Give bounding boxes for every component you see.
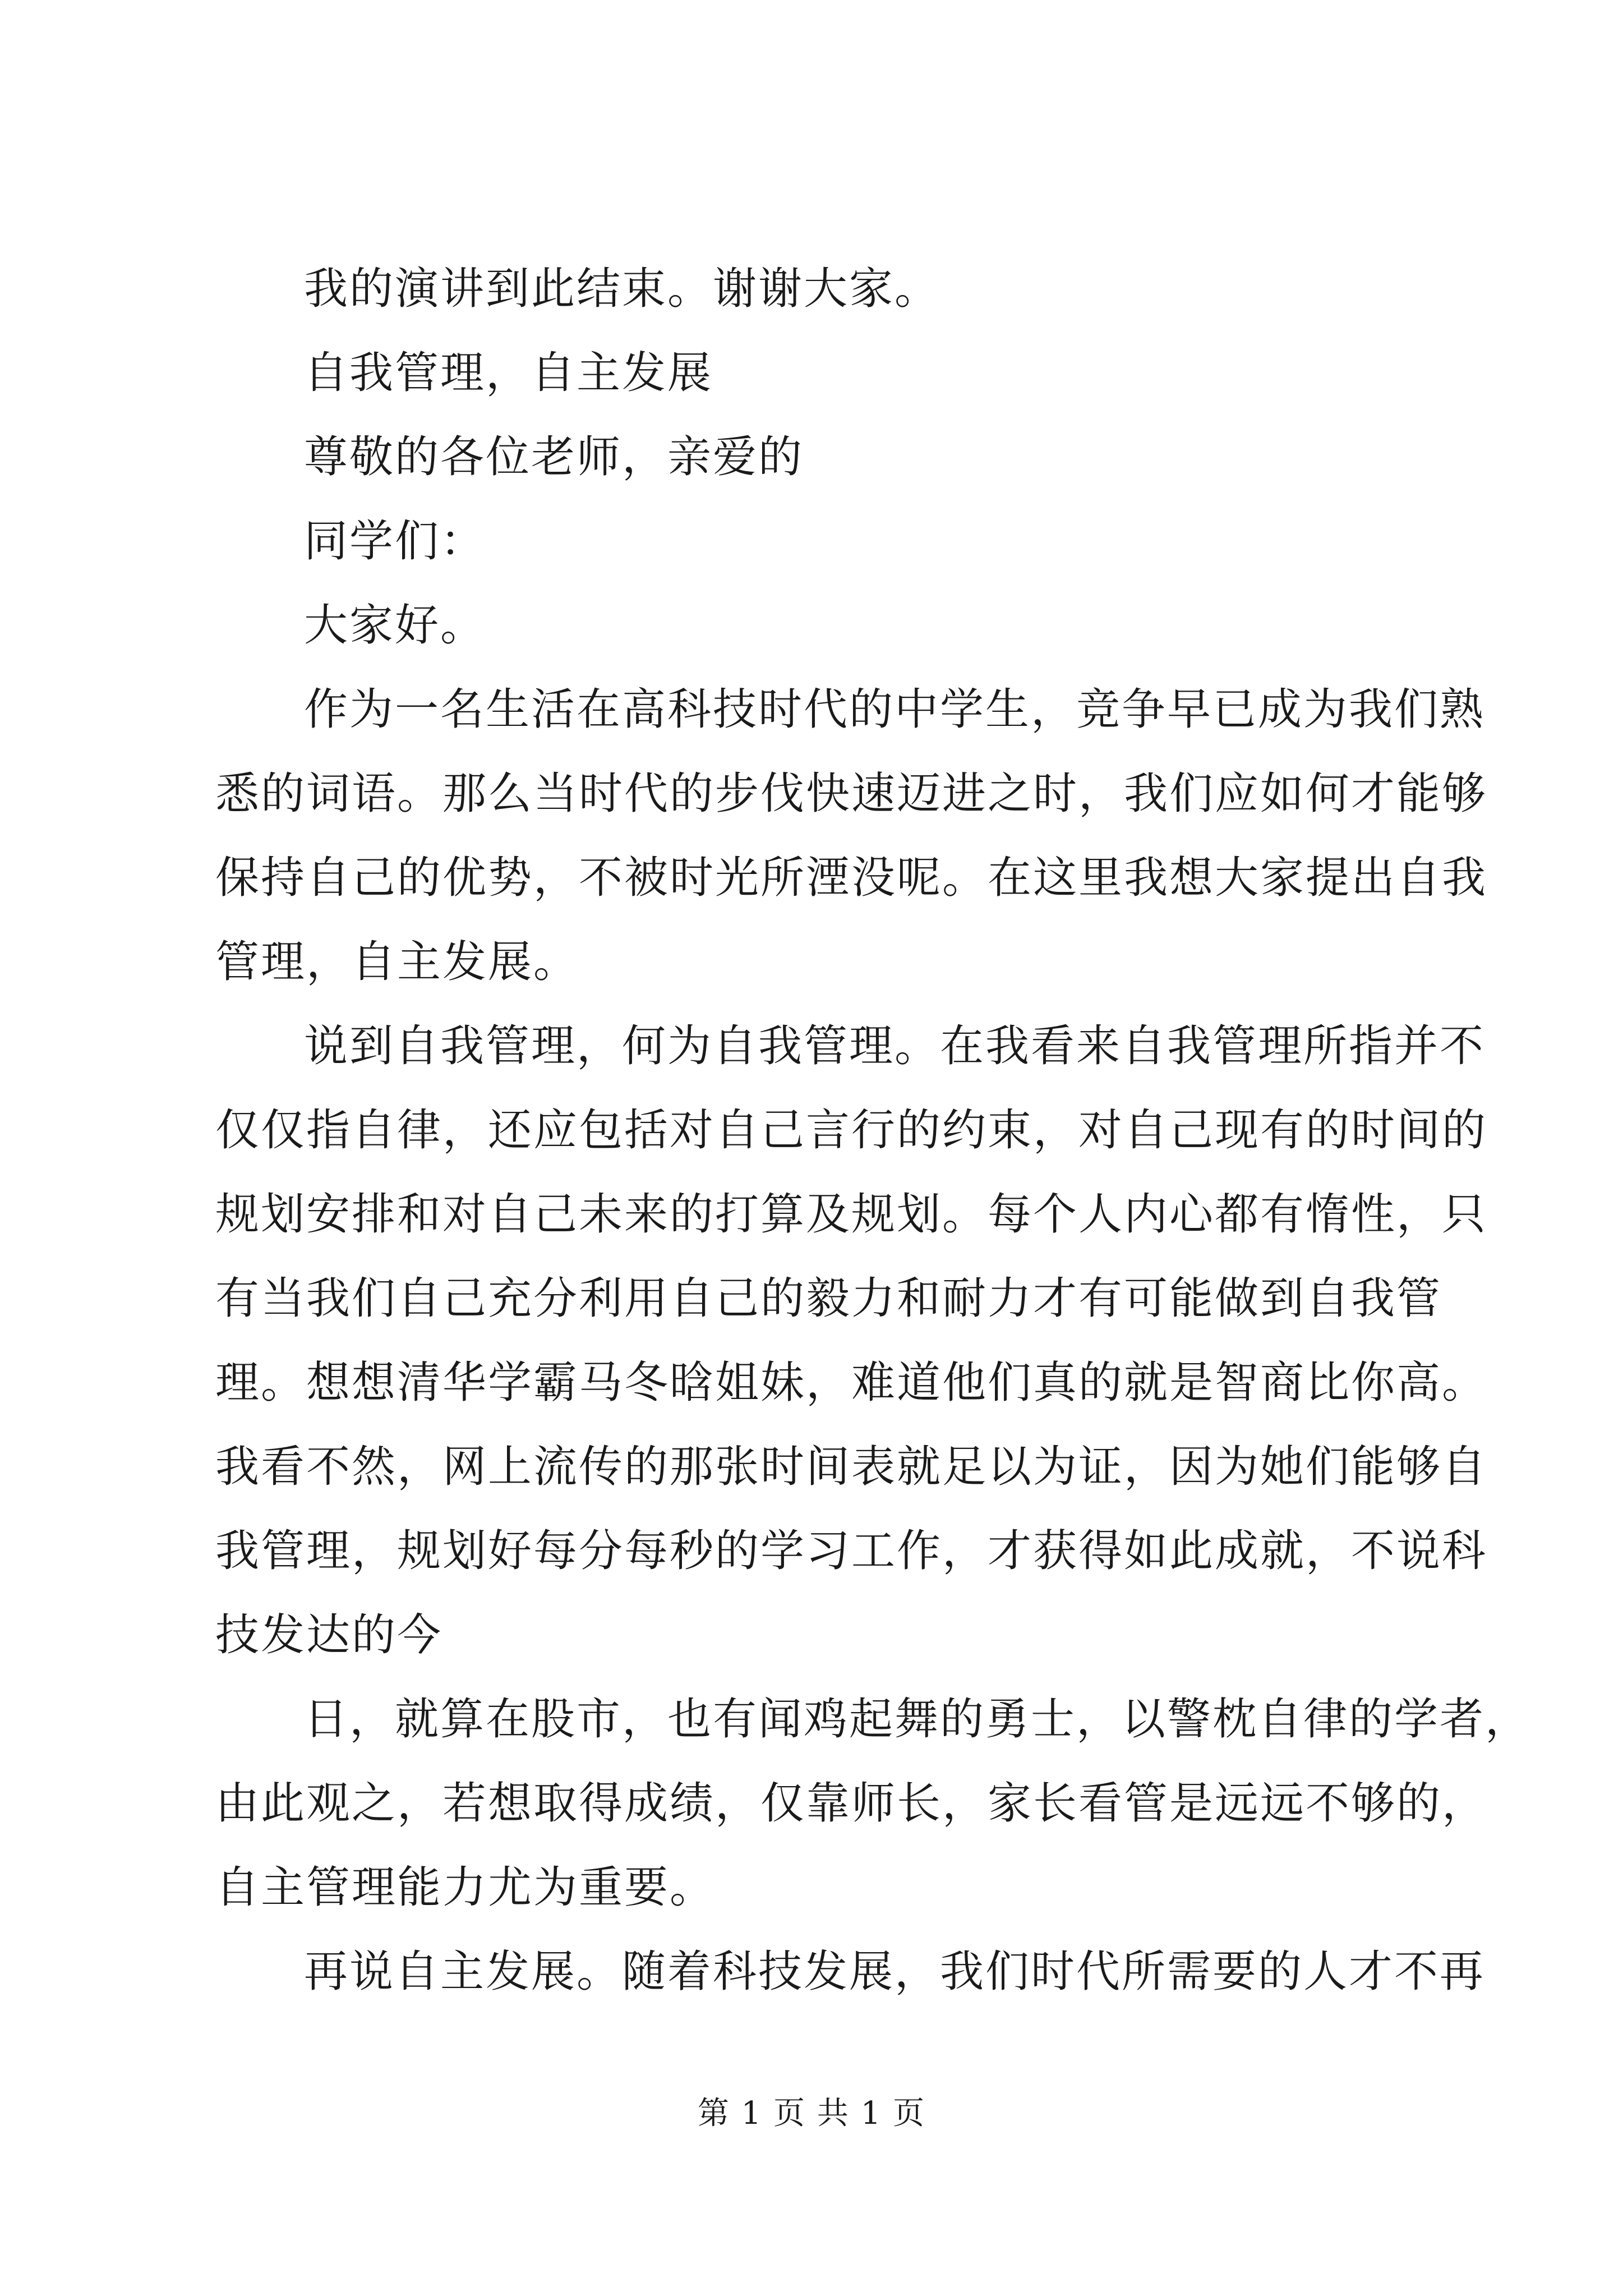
body-line: 由此观之，若想取得成绩，仅靠师长，家长看管是远远不够的，: [215, 1778, 1488, 1829]
body-line: 自主管理能力尤为重要。: [215, 1862, 716, 1913]
body-line: 我看不然，网上流传的那张时间表就足以为证，因为她们能够自: [215, 1442, 1488, 1492]
body-line: 尊敬的各位老师，亲爱的: [304, 432, 804, 482]
body-line: 有当我们自己充分利用自己的毅力和耐力才有可能做到自我管: [215, 1273, 1442, 1324]
body-line: 我管理，规划好每分每秒的学习工作，才获得如此成就，不说科: [215, 1526, 1488, 1576]
page-number-footer: 第 1 页 共 1 页: [697, 2095, 926, 2132]
body-line: 大家好。: [304, 600, 486, 651]
body-line: 悉的词语。那么当时代的步伐快速迈进之时，我们应如何才能够: [215, 769, 1488, 819]
body-line: 规划安排和对自己未来的打算及规划。每个人内心都有惰性，只: [215, 1189, 1488, 1240]
body-line: 理。想想清华学霸马冬晗姐妹，难道他们真的就是智商比你高。: [215, 1358, 1488, 1408]
section-title: 自我管理，自主发展: [304, 348, 713, 398]
body-line: 保持自己的优势，不被时光所湮没呢。在这里我想大家提出自我: [215, 853, 1488, 903]
body-line: 技发达的今: [215, 1610, 443, 1660]
body-line: 作为一名生活在高科技时代的中学生，竞争早已成为我们熟: [304, 684, 1486, 735]
body-line: 再说自主发展。随着科技发展，我们时代所需要的人才不再: [304, 1947, 1486, 1997]
body-line: 管理，自主发展。: [215, 937, 579, 987]
body-line: 日，就算在股市，也有闻鸡起舞的勇士，以警枕自律的学者，: [304, 1694, 1531, 1745]
body-line: 说到自我管理，何为自我管理。在我看来自我管理所指并不: [304, 1021, 1486, 1071]
document-body: [215, 247, 1531, 2014]
body-line: 我的演讲到此结束。谢谢大家。: [304, 264, 940, 314]
body-line: 仅仅指自律，还应包括对自己言行的约束，对自己现有的时间的: [215, 1105, 1488, 1156]
body-line: 同学们：: [304, 516, 486, 567]
